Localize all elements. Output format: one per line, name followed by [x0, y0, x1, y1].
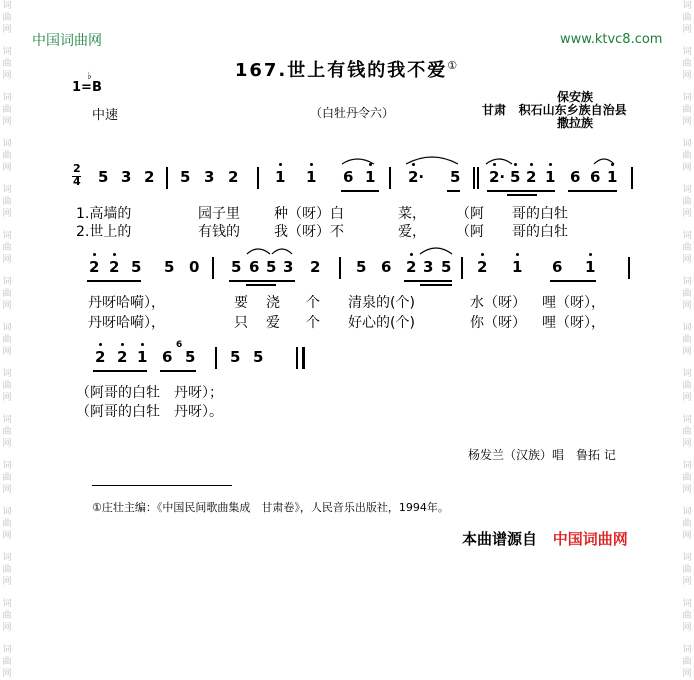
note: 6	[552, 258, 563, 276]
barline	[631, 167, 633, 189]
note: 5	[450, 168, 461, 186]
song-title: 167.世上有钱的我不爱①	[234, 59, 460, 81]
barline	[212, 257, 214, 279]
watermark-text: 词 曲 网	[2, 185, 12, 219]
note: 5	[266, 258, 277, 276]
watermark-text: 词 曲 网	[2, 277, 12, 311]
watermark-text: 词 曲 网	[682, 553, 692, 587]
note: 2	[526, 168, 537, 186]
watermark-text: 词 曲 网	[2, 1, 12, 35]
watermark-text: 词 曲 网	[682, 93, 692, 127]
note: 2·	[489, 168, 506, 186]
performer-credit: 杨发兰（汉族）唱 鲁拓 记	[468, 448, 616, 462]
note: 5	[356, 258, 367, 276]
note: 3	[204, 168, 215, 186]
note: 6	[249, 258, 260, 276]
note: 0	[189, 258, 200, 276]
origin-place: 甘肃 积石山东乡族自治县	[482, 103, 627, 117]
slur-marks	[0, 236, 694, 256]
note: 5	[164, 258, 175, 276]
watermark-text: 词 曲 网	[682, 139, 692, 173]
note: 1	[306, 168, 317, 186]
barline	[628, 257, 630, 279]
footnote-mark: ①	[447, 59, 460, 72]
lyric-line-3-verse-2: （阿哥的白牡 丹呀）。	[76, 404, 223, 420]
watermark-text: 词 曲 网	[2, 93, 12, 127]
barline	[339, 257, 341, 279]
flat-sign: ♭	[87, 71, 92, 82]
score-line-2	[0, 258, 694, 288]
note: 5	[185, 348, 196, 366]
note: 2	[144, 168, 155, 186]
note: 1	[137, 348, 148, 366]
watermark-text: 词 曲 网	[2, 645, 12, 679]
note: 2	[477, 258, 488, 276]
barline	[473, 167, 475, 189]
time-sig-top: 2	[73, 162, 81, 175]
site-name-header[interactable]: 中国词曲网	[32, 33, 102, 49]
watermark-text: 词 曲 网	[682, 645, 692, 679]
watermark-text: 词 曲 网	[2, 599, 12, 633]
key-signature: 1=B ♭	[72, 71, 102, 95]
lyric-line-2-verse-1: 丹呀哈嗬）， 要 浇 个 清泉的(个) 水（呀） 哩（呀），	[88, 295, 605, 311]
barline	[166, 167, 168, 189]
watermark-text: 词 曲 网	[2, 461, 12, 495]
slur-marks	[0, 146, 694, 166]
note: 5	[510, 168, 521, 186]
source-label: 本曲谱源自	[462, 530, 538, 548]
note: 2	[228, 168, 239, 186]
score-line-1	[0, 162, 694, 198]
note: 1	[545, 168, 556, 186]
watermark-text: 词 曲 网	[682, 599, 692, 633]
watermark-text: 词 曲 网	[682, 277, 692, 311]
final-barline	[302, 347, 305, 369]
note: 2	[310, 258, 321, 276]
watermark-text: 词 曲 网	[682, 1, 692, 35]
barline	[461, 257, 463, 279]
note: 5	[180, 168, 191, 186]
note: 2	[109, 258, 120, 276]
note: 2	[89, 258, 100, 276]
note: 5	[131, 258, 142, 276]
note: 6	[162, 348, 173, 366]
footnote-divider	[92, 485, 232, 486]
note: 2	[117, 348, 128, 366]
source-line	[462, 528, 628, 549]
note: 6	[570, 168, 581, 186]
note: 1	[585, 258, 596, 276]
watermark-text: 词 曲 网	[2, 553, 12, 587]
barline	[257, 167, 259, 189]
watermark-text: 词 曲 网	[682, 47, 692, 81]
watermark-text: 词 曲 网	[2, 415, 12, 449]
note: 3	[121, 168, 132, 186]
note: 3	[423, 258, 434, 276]
note: 1	[512, 258, 523, 276]
barline	[296, 347, 298, 369]
source-site-link[interactable]: 中国词曲网	[552, 530, 628, 548]
note: 6	[590, 168, 601, 186]
tune-name: （白牡丹令六）	[310, 106, 395, 120]
note: 5	[230, 348, 241, 366]
watermark-text: 词 曲 网	[682, 323, 692, 357]
watermark-text: 词 曲 网	[682, 507, 692, 541]
barline	[477, 167, 479, 189]
watermark-text: 词 曲 网	[2, 369, 12, 403]
note: 3	[283, 258, 294, 276]
note: 1	[607, 168, 618, 186]
watermark-text: 词 曲 网	[2, 507, 12, 541]
note: 5	[231, 258, 242, 276]
ethnicity-1: 保安族	[557, 90, 594, 104]
site-url-header[interactable]: www.ktvc8.com	[560, 32, 663, 47]
note: 5	[98, 168, 109, 186]
barline	[389, 167, 391, 189]
watermark-text: 词 曲 网	[682, 185, 692, 219]
note: 2·	[408, 168, 425, 186]
tempo-marking: 中速	[92, 108, 119, 123]
note: 2	[95, 348, 106, 366]
note: 2	[406, 258, 417, 276]
watermark-text: 词 曲 网	[682, 461, 692, 495]
watermark-text: 词 曲 网	[2, 47, 12, 81]
lyric-line-2-verse-2: 丹呀哈嗬）， 只 爱 个 好心的(个) 你（呀） 哩（呀），	[88, 315, 605, 331]
watermark-text: 词 曲 网	[2, 139, 12, 173]
time-sig-bottom: 4	[73, 175, 81, 188]
note: 5	[253, 348, 264, 366]
song-origin	[482, 91, 627, 130]
lyric-line-1-verse-2: 2.世上的 有钱的 我（呀）不 爱， （阿 哥的白牡	[76, 224, 568, 240]
note: 6	[381, 258, 392, 276]
lyric-line-1-verse-1: 1.高墙的 园子里 种（呀）白 菜， （阿 哥的白牡	[76, 206, 568, 222]
note: 1	[275, 168, 286, 186]
watermark-text: 词 曲 网	[682, 369, 692, 403]
footnote-text: ①庄壮主编：《中国民间歌曲集成 甘肃卷》，人民音乐出版社，1994年。	[92, 501, 449, 514]
note: 5	[441, 258, 452, 276]
watermark-text: 词 曲 网	[2, 323, 12, 357]
ethnicity-2: 撒拉族	[557, 116, 594, 130]
grace-note: 6	[176, 340, 183, 350]
barline	[215, 347, 217, 369]
note: 1	[365, 168, 376, 186]
watermark-text: 词 曲 网	[682, 415, 692, 449]
watermark-text: 词 曲 网	[682, 231, 692, 265]
watermark-text: 词 曲 网	[2, 231, 12, 265]
note: 6	[343, 168, 354, 186]
lyric-line-3-verse-1: （阿哥的白牡 丹呀）；	[76, 385, 223, 401]
